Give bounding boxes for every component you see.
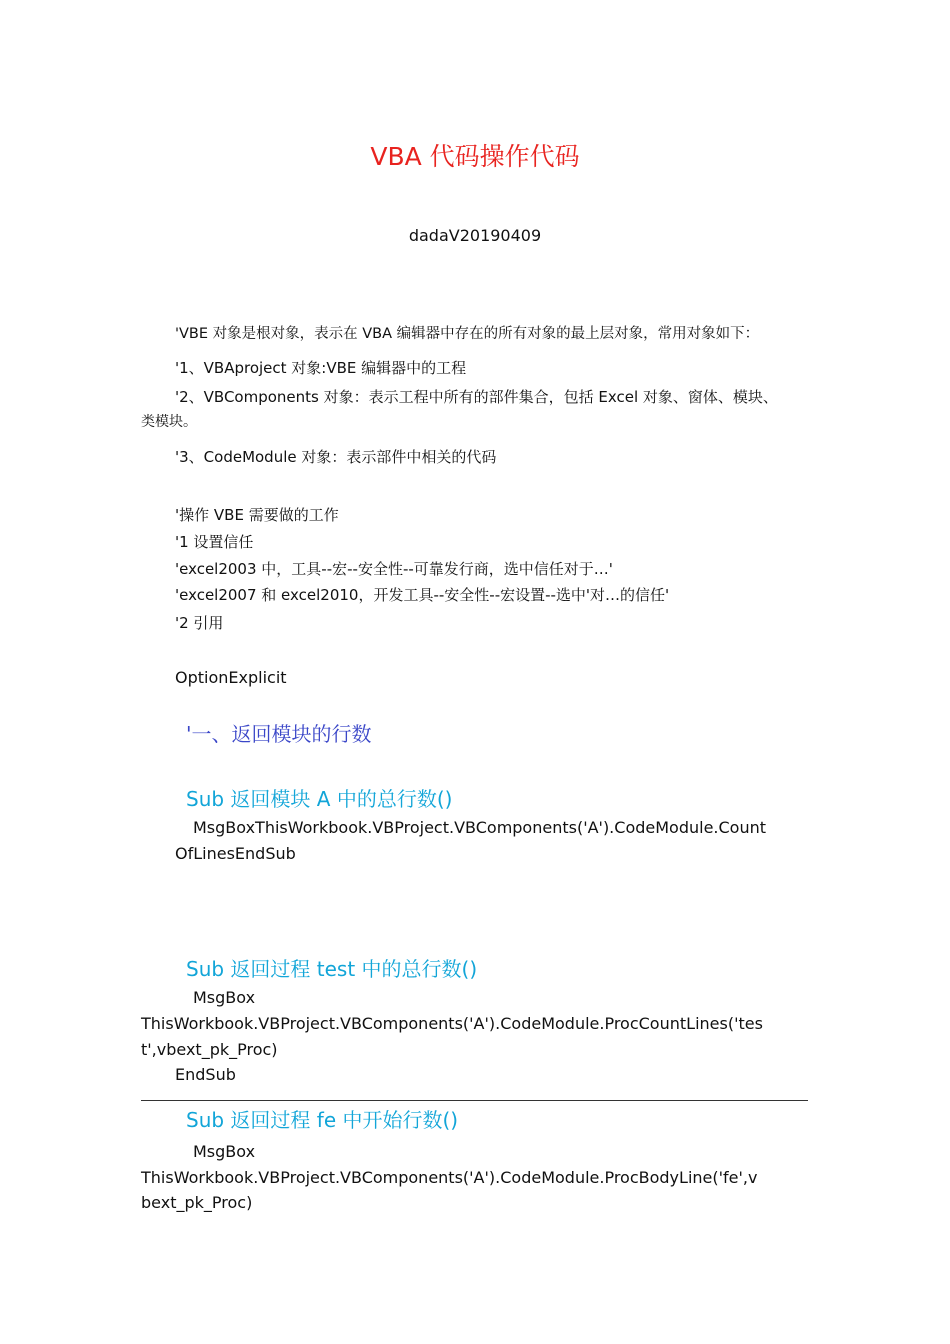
divider-rule (141, 1100, 808, 1101)
code-line: MsgBox (193, 1142, 256, 1161)
code-line: t',vbext_pk_Proc) (141, 1040, 278, 1059)
work-line: 'excel2007 和 excel2010，开发工具--安全性--宏设置--选中'对…的信任' (175, 586, 670, 604)
section-heading: '一、返回模块的行数 (186, 722, 372, 746)
code-line: ThisWorkbook.VBProject.VBComponents('A').CodeModule.ProcBodyLine('fe',v (141, 1168, 758, 1187)
work-line: '操作 VBE 需要做的工作 (175, 506, 339, 524)
sub-heading: Sub 返回模块 A 中的总行数() (186, 787, 453, 811)
document-title: VBA 代码操作代码 (370, 142, 580, 171)
code-line: bext_pk_Proc) (141, 1193, 253, 1212)
intro-line: '2、VBComponents 对象：表示工程中所有的部件集合，包括 Excel 对象、窗体、模块、 (175, 388, 778, 406)
sub-heading: Sub 返回过程 test 中的总行数() (186, 957, 478, 981)
intro-line: '1、VBAproject 对象:VBE 编辑器中的工程 (175, 359, 467, 377)
code-line: ThisWorkbook.VBProject.VBComponents('A').CodeModule.ProcCountLines('tes (141, 1014, 763, 1033)
code-line: MsgBox (193, 988, 256, 1007)
sub-heading: Sub 返回过程 fe 中开始行数() (186, 1108, 459, 1132)
code-line: EndSub (175, 1065, 236, 1084)
work-line: '1 设置信任 (175, 533, 254, 551)
option-explicit: OptionExplicit (175, 668, 287, 687)
document-version: dadaV20190409 (408, 226, 542, 245)
intro-line: '3、CodeModule 对象：表示部件中相关的代码 (175, 448, 497, 466)
intro-line: 类模块。 (141, 414, 197, 430)
work-line: 'excel2003 中，工具--宏--安全性--可靠发行商，选中信任对于…' (175, 560, 613, 578)
intro-line: 'VBE 对象是根对象，表示在 VBA 编辑器中存在的所有对象的最上层对象，常用对象如下： (175, 326, 760, 342)
work-line: '2 引用 (175, 614, 224, 632)
code-line: OfLinesEndSub (175, 844, 296, 863)
code-line: MsgBoxThisWorkbook.VBProject.VBComponents('A').CodeModule.Count (193, 818, 767, 837)
